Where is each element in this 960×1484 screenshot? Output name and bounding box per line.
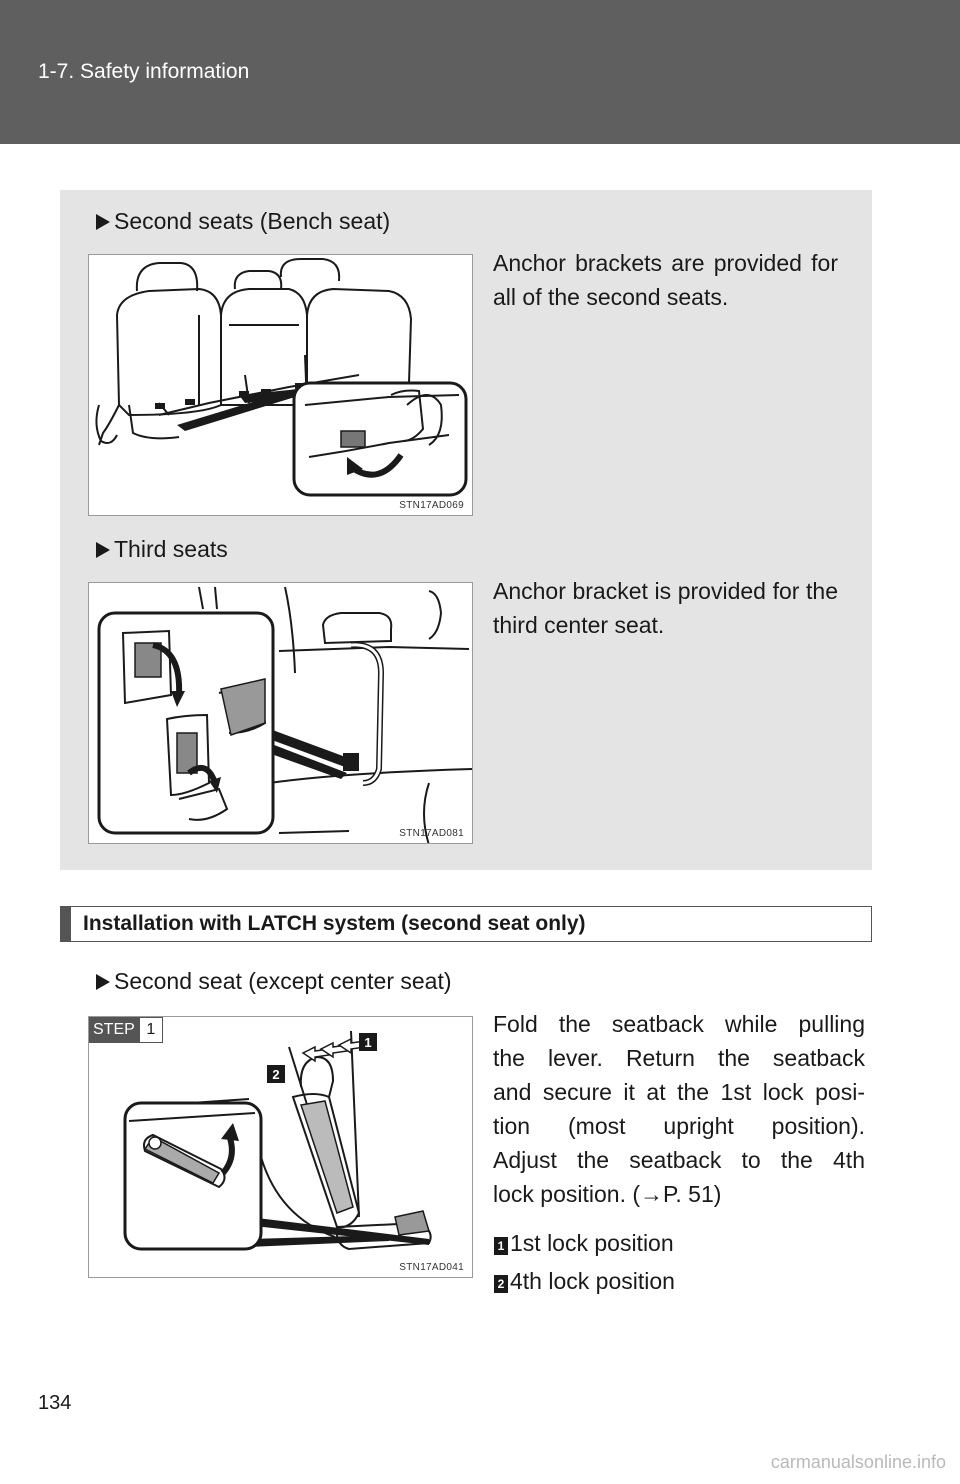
instruction-line: tion (most upright position).: [493, 1113, 865, 1139]
svg-text:1: 1: [364, 1035, 372, 1050]
instruction-line: lock position. (→P. 51): [493, 1181, 722, 1207]
third-seat-illustration: [89, 583, 473, 844]
bullet-triangle-icon: [96, 542, 110, 558]
third-seats-figure: [88, 582, 473, 844]
bench-seat-illustration: [89, 255, 473, 516]
callout-label: 1st lock position: [510, 1230, 674, 1256]
page-number: 134: [38, 1392, 72, 1414]
step-number: 1: [139, 1017, 163, 1043]
second-seat-except-center-heading: Second seat (except center seat): [96, 968, 452, 995]
step-1-figure: [88, 1016, 473, 1278]
instruction-line: and secure it at the 1st lock posi-: [493, 1079, 865, 1105]
latch-section-title: Installation with LATCH system (second seat only): [83, 912, 586, 935]
second-seats-description: [493, 246, 838, 314]
instruction-line: Fold the seatback while pulling: [493, 1011, 865, 1037]
description-text: Anchor bracket is provided for the third center seat.: [493, 578, 838, 638]
bullet-triangle-icon: [96, 974, 110, 990]
description-text: Anchor brackets are provided for all of the second seats.: [493, 250, 838, 310]
step-label: STEP: [89, 1017, 139, 1043]
callout-label: 4th lock position: [510, 1268, 675, 1294]
second-seats-figure: [88, 254, 473, 516]
step-1-instructions: [493, 1007, 865, 1211]
section-title: 1-7. Safety information: [38, 60, 250, 83]
bullet-triangle-icon: [96, 214, 110, 230]
latch-section-heading: [60, 906, 872, 942]
figure-code: STN17AD081: [399, 828, 464, 839]
figure-code: STN17AD041: [399, 1262, 464, 1273]
page-header: [0, 0, 960, 144]
svg-text:2: 2: [272, 1067, 280, 1082]
heading-accent: [61, 907, 71, 941]
second-seats-heading: Second seats (Bench seat): [96, 208, 390, 235]
third-seats-heading: Third seats: [96, 536, 228, 563]
instruction-line: Adjust the seatback to the 4th: [493, 1147, 865, 1173]
callout-number-badge: 2: [494, 1275, 508, 1293]
figure-code: STN17AD069: [399, 500, 464, 511]
callout-4th-lock-position: [494, 1268, 675, 1295]
instruction-line: the lever. Return the seatback: [493, 1045, 865, 1071]
watermark: carmanualsonline.info: [770, 1452, 946, 1472]
callout-number-badge: 1: [494, 1237, 508, 1255]
seatback-lever-illustration: [89, 1017, 473, 1278]
third-seats-description: [493, 574, 838, 642]
callout-1st-lock-position: [494, 1230, 674, 1257]
